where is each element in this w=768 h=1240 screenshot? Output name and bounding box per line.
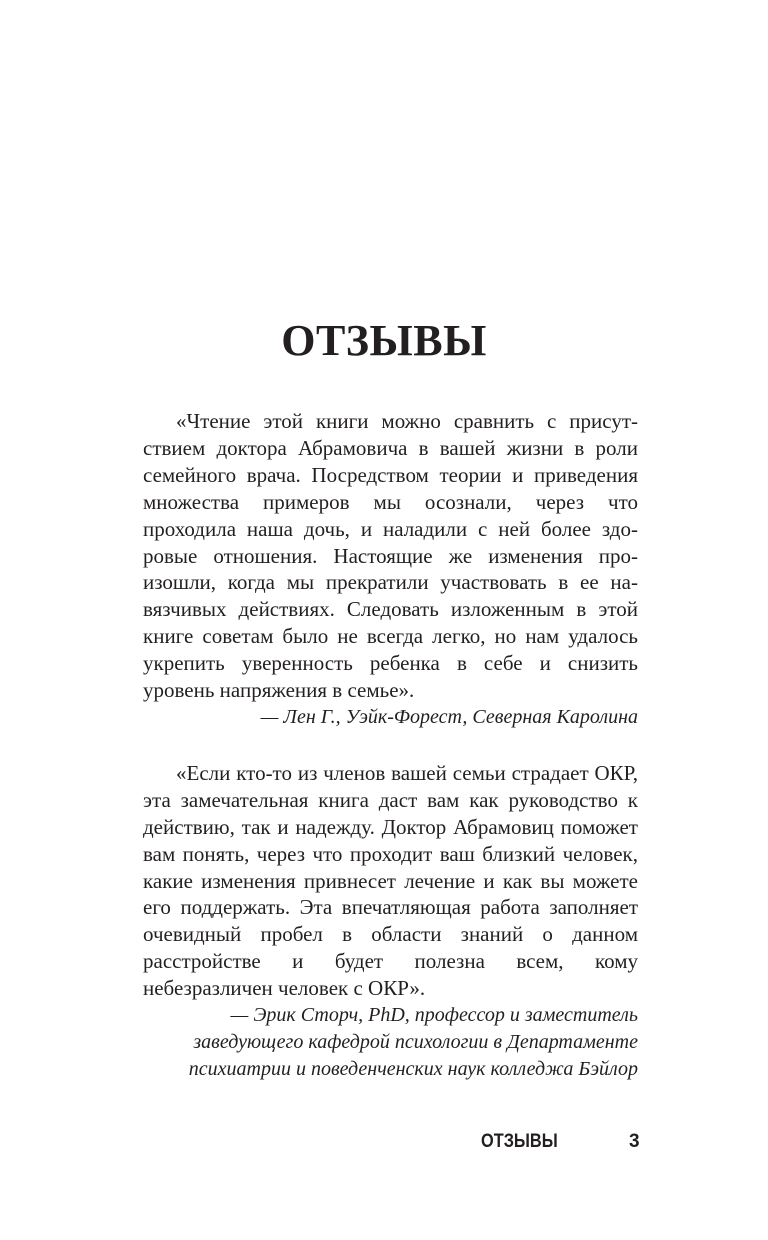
review-author: — Эрик Сторч, PhD, профессор и заместитель заведующего кафедрой психологии в Департаменте психиатрии и поведенченских наук колледжа Бэйлор — [188, 1004, 638, 1080]
page-number: 3 — [629, 1131, 640, 1152]
reviews-list — [143, 408, 638, 1083]
review-item — [143, 760, 638, 1083]
review-quote: «Чтение этой книги можно сравнить с присутствием доктора Абрамовича в вашей жизни в роли семейного врача. Посредством теории и приведения множества примеров мы осознали, через что проходила наша дочь, и наладили с ней более здоровые отношения. Настоящие же изменения произошли, когда мы прекратили участвовать в ее навязчивых действиях. Следовать изложенным в этой книге советам было не всегда легко, но нам удалось укрепить уверенность ребенка в себе и снизить уровень напряжения в семье». — [143, 409, 638, 703]
review-quote: «Если кто-то из членов вашей семьи страдает ОКР, эта замечательная книга даст вам как руководство к действию, так и надежду. Доктор Абрамовиц поможет вам понять, через что проходит ваш близкий человек, какие изменения привнесет лечение и как вы можете его поддержать. Эта впечатляющая работа заполняет очевидный пробел в области знаний о данном расстройстве и будет полезна всем, кому небезразличен человек с ОКР». — [143, 760, 638, 1001]
running-footer-title: ОТЗЫВЫ — [481, 1131, 558, 1152]
review-author: — Лен Г., Уэйк-Форест, Северная Каролина — [260, 705, 638, 728]
page-title: ОТЗЫВЫ — [281, 316, 487, 366]
review-item — [143, 408, 638, 731]
